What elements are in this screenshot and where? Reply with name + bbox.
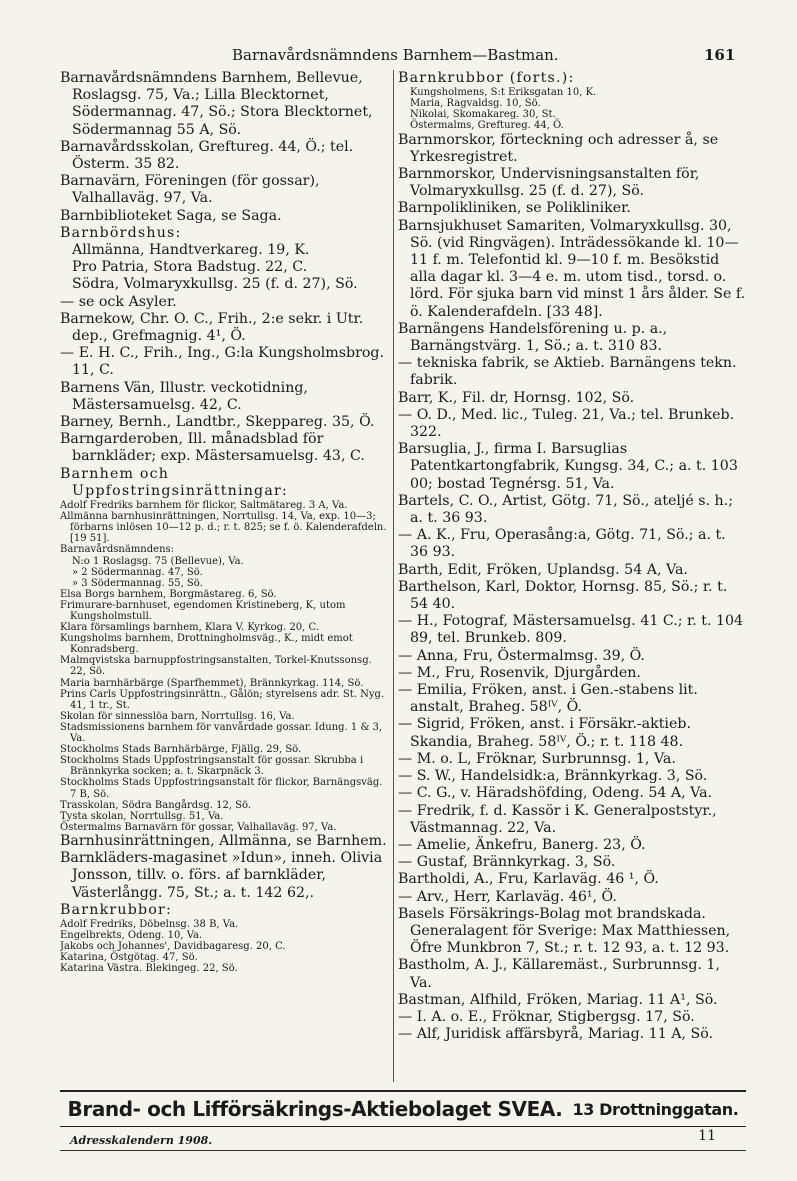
directory-entry: Barnkrubbor: <box>60 901 172 918</box>
directory-entry: — se ock Asyler. <box>60 293 177 310</box>
directory-entry: — Sigrid, Fröken, anst. i Försäkr.-aktieb. Skandia, Braheg. 58ᴵⱽ, Ö.; r. t. 118 48. <box>398 716 691 750</box>
directory-entry: Barr, K., Fil. dr, Hornsg. 102, Sö. <box>398 389 635 406</box>
directory-entry: Katarina Västra. Blekingeg. 22, Sö. <box>60 963 238 975</box>
directory-entry: — O. D., Med. lic., Tuleg. 21, Va.; tel. Brunkeb. 322. <box>398 406 735 441</box>
directory-entry: Barnavårdsskolan, Greftureg. 44, Ö.; tel. Österm. 35 82. <box>60 138 354 173</box>
directory-entry: Barney, Bernh., Landtbr., Skeppareg. 35, Ö. <box>60 414 375 431</box>
directory-entry: Barthelson, Karl, Doktor, Hornsg. 85, Sö.; r. t. 54 40. <box>398 578 728 613</box>
directory-entry: Södra, Volmaryxkullsg. 25 (f. d. 27), Sö. <box>72 276 358 293</box>
directory-entry: Frimurare-barnhuset, egendomen Kristineberg, K, utom Kungsholmstull. <box>60 599 346 623</box>
directory-entry: — Amelie, Änkefru, Banerg. 23, Ö. <box>398 836 646 853</box>
directory-entry: Barnsjukhuset Samariten, Volmaryxkullsg. 30, Sö. (vid Ringvägen). Inträdessökande kl. 10—11 f. m. Telefontid kl. 9—10 f. m. Besökstid alla dagar kl. 3—4 e. m. utom tisd., torsd. o. lörd. För sjuka barn vid minst 1 års ålder. Se f. ö. Kalenderafdeln. [33 48]. <box>398 217 746 320</box>
directory-entry: Östermalms, Greftureg. 44, Ö. <box>410 120 564 132</box>
directory-entry: Prins Carls Uppfostringsinrättn., Gålön; styrelsens adr. St. Nyg. 41, 1 tr., St. <box>60 688 385 711</box>
directory-entry: Stockholms Stads Uppfostringsanstalt för gossar. Skrubba i Brännkyrka socken; a. t. Skarpnäck 3. <box>60 755 364 778</box>
directory-entry: Bastholm, A. J., Källaremäst., Surbrunnsg. 1, Va. <box>398 957 720 991</box>
directory-entry: Barnkläders-magasinet »Idun», inneh. Olivia Jonsson, tillv. o. förs. af barnkläder, Västerlångg. 75, St.; a. t. 142 62,. <box>60 850 383 901</box>
directory-entry: Adolf Fredriks, Döbelnsg. 38 B, Va. <box>60 918 239 930</box>
directory-entry: Allmänna, Handtverkareg. 19, K. <box>72 242 310 259</box>
directory-entry: Katarina, Östgötag. 47, Sö. <box>60 952 198 964</box>
directory-entry: Barth, Edit, Fröken, Uplandsg. 54 A, Va. <box>398 561 688 578</box>
directory-entry: Barnavårdsnämndens Barnhem, Bellevue, Roslagsg. 75, Va.; Lilla Blecktornet, Södermannag. 47, Sö.; Stora Blecktornet, Södermannag 55 A, Sö. <box>60 70 373 138</box>
directory-entry: Klara församlings barnhem, Klara V. Kyrkog. 20, C. <box>60 622 319 634</box>
directory-entry: Nikolai, Skomakareg. 30, St. <box>410 109 556 121</box>
directory-entry: — A. K., Fru, Operasång:a, Götg. 71, Sö.; a. t. 36 93. <box>398 527 726 561</box>
directory-entry: — Fredrik, f. d. Kassör i K. Generalpoststyr., Västmannag. 22, Va. <box>398 802 717 836</box>
directory-entry: Bartholdi, A., Fru, Karlaväg. 46 ¹, Ö. <box>398 871 659 888</box>
directory-entry: Adolf Fredriks barnhem för flickor, Saltmätareg. 3 A, Va. <box>60 500 348 512</box>
directory-entry: N:o 1 Roslagsg. 75 (Bellevue), Va. <box>72 555 244 567</box>
directory-entry: — S. W., Handelsidk:a, Brännkyrkag. 3, Sö. <box>398 768 708 785</box>
directory-entry: Barnavårdsnämndens: <box>60 544 175 556</box>
directory-entry: Barnpolikliniken, se Polikliniker. <box>398 200 631 217</box>
directory-entry: » 2 Södermannag. 47, Sö. <box>72 566 203 578</box>
directory-entry: Pro Patria, Stora Badstug. 22, C. <box>72 259 308 276</box>
directory-entry: Barnkrubbor (forts.): <box>398 70 575 86</box>
directory-entry: Tysta skolan, Norrtullsg. 51, Va. <box>60 810 224 822</box>
page-header <box>0 46 797 66</box>
directory-entry: — tekniska fabrik, se Aktieb. Barnängens tekn. fabrik. <box>398 355 737 389</box>
directory-entry: Barnmorskor, Undervisningsanstalten för, Volmaryxkullsg. 25 (f. d. 27), Sö. <box>398 165 700 200</box>
page-footer <box>60 1128 746 1151</box>
advertisement-banner <box>60 1090 746 1127</box>
directory-entry: Stockholms Stads Uppfostringsanstalt för flickor, Barnängsväg. 7 B, Sö. <box>60 777 383 800</box>
directory-entry: Kungsholms barnhem, Drottningholmsväg., K., midt emot Konradsberg. <box>60 633 353 656</box>
directory-entry: — I. A. o. E., Fröknar, Stigbergsg. 17, Sö. <box>398 1008 695 1025</box>
left-column <box>60 70 390 1080</box>
directory-entry: Barnmorskor, förteckning och adresser å, se Yrkesregistret. <box>398 131 719 165</box>
directory-entry: Stadsmissionens barnhem för vanvårdade gossar. Idung. 1 & 3, Va. <box>60 721 383 745</box>
column-divider <box>393 70 394 1082</box>
directory-entry: Barnhem och Uppfostringsinrättningar: <box>60 465 288 499</box>
directory-entry: — Alf, Juridisk affärsbyrå, Mariag. 11 A, Sö. <box>398 1026 714 1043</box>
directory-entry: Östermalms Barnavärn för gossar, Valhallaväg. 97, Va. <box>60 821 337 833</box>
directory-entry: Kungsholmens, S:t Eriksgatan 10, K. <box>410 87 597 99</box>
directory-entry: — Arv., Herr, Karlaväg. 46¹, Ö. <box>398 888 617 905</box>
right-column <box>398 70 746 1080</box>
directory-entry: Barnens Vän, Illustr. veckotidning, Mästersamuelsg. 42, C. <box>60 379 308 413</box>
directory-entry: — H., Fotograf, Mästersamuelsg. 41 C.; r. t. 104 89, tel. Brunkeb. 809. <box>398 613 744 647</box>
directory-entry: Barsuglia, J., firma I. Barsuglias Patentkartongfabrik, Kungsg. 34, C.; a. t. 103 00; bostad Tegnérsg. 51, Va. <box>398 441 738 492</box>
directory-entry: Skolan för sinnesslöa barn, Norrtullsg. 16, Va. <box>60 710 295 722</box>
directory-entry: Maria barnhärbärge (Sparfhemmet), Brännkyrkag. 114, Sö. <box>60 677 364 689</box>
directory-entry: Barnbördshus: <box>60 224 182 241</box>
directory-entry: — Anna, Fru, Östermalmsg. 39, Ö. <box>398 647 645 664</box>
directory-entry: Jakobs och Johannes', Davidbagaresg. 20, C. <box>60 941 286 953</box>
page-number: 161 <box>704 46 736 64</box>
banner-text: Brand- och Lifförsäkrings-Aktiebolaget SVEA. <box>67 1097 563 1121</box>
directory-entry: Barnavärn, Föreningen (för gossar), Valhallaväg. 97, Va. <box>60 173 320 207</box>
directory-entry: Bartels, C. O., Artist, Götg. 71, Sö., ateljé s. h.; a. t. 36 93. <box>398 492 733 527</box>
directory-entry: Barngarderoben, Ill. månadsblad för barnkläder; exp. Mästersamuelsg. 43, C. <box>60 431 365 465</box>
directory-entry: Maria, Ragvaldsg. 10, Sö. <box>410 98 541 110</box>
directory-entry: — C. G., v. Häradshöfding, Odeng. 54 A, Va. <box>398 785 713 802</box>
directory-entry: — E. H. C., Frih., Ing., G:la Kungsholmsbrog. 11, C. <box>60 345 385 379</box>
directory-entry: Elsa Borgs barnhem, Borgmästareg. 6, Sö. <box>60 588 277 600</box>
running-title: Barnavårdsnämndens Barnhem—Bastman. <box>232 46 559 64</box>
directory-entry: — M., Fru, Rosenvik, Djurgården. <box>398 664 641 681</box>
directory-entry: Barnhusinrättningen, Allmänna, se Barnhem. <box>60 832 387 849</box>
directory-entry: Barnbiblioteket Saga, se Saga. <box>60 207 282 224</box>
directory-entry: Barnekow, Chr. O. C., Frih., 2:e sekr. i Utr. dep., Grefmagnig. 4¹, Ö. <box>60 310 364 345</box>
banner-address: 13 Drottninggatan. <box>572 1099 739 1119</box>
directory-entry: Allmänna barnhusinrättningen, Norrtullsg. 14, Va, exp. 10—3; förbarns inlösen 10—12 p. d.; r. t. 825; se f. ö. Kalenderafdeln. [19 51]. <box>60 511 387 545</box>
directory-entry: Stockholms Stads Barnhärbärge, Fjällg. 29, Sö. <box>60 744 302 756</box>
directory-entry: — Gustaf, Brännkyrkag. 3, Sö. <box>398 854 616 871</box>
directory-entry: Bastman, Alfhild, Fröken, Mariag. 11 A¹, Sö. <box>398 991 718 1008</box>
directory-entry: » 3 Södermannag. 55, Sö. <box>72 577 203 589</box>
directory-entry: Trasskolan, Södra Bangårdsg. 12, Sö. <box>60 799 252 811</box>
directory-entry: Barnängens Handelsförening u. p. a., Barnängstvärg. 1, Sö.; a. t. 310 83. <box>398 320 668 355</box>
directory-entry: — M. o. L, Fröknar, Surbrunnsg. 1, Va. <box>398 750 676 767</box>
footer-signature: 11 <box>698 1128 716 1144</box>
directory-entry: — Emilia, Fröken, anst. i Gen.-stabens lit. anstalt, Braheg. 58ᴵⱽ, Ö. <box>398 682 698 716</box>
directory-entry: Engelbrekts, Odeng. 10, Va. <box>60 930 203 941</box>
directory-entry: Basels Försäkrings-Bolag mot brandskada. Generalagent för Sverige: Max Matthiessen, Öfre Munkbron 7, St.; r. t. 12 93, a. t. 12 93. <box>398 905 731 957</box>
footer-publication: Adresskalendern 1908. <box>70 1134 213 1147</box>
directory-entry: Malmqvistska barnuppfostringsanstalten, Torkel-Knutssonsg. 22, Sö. <box>60 655 372 678</box>
